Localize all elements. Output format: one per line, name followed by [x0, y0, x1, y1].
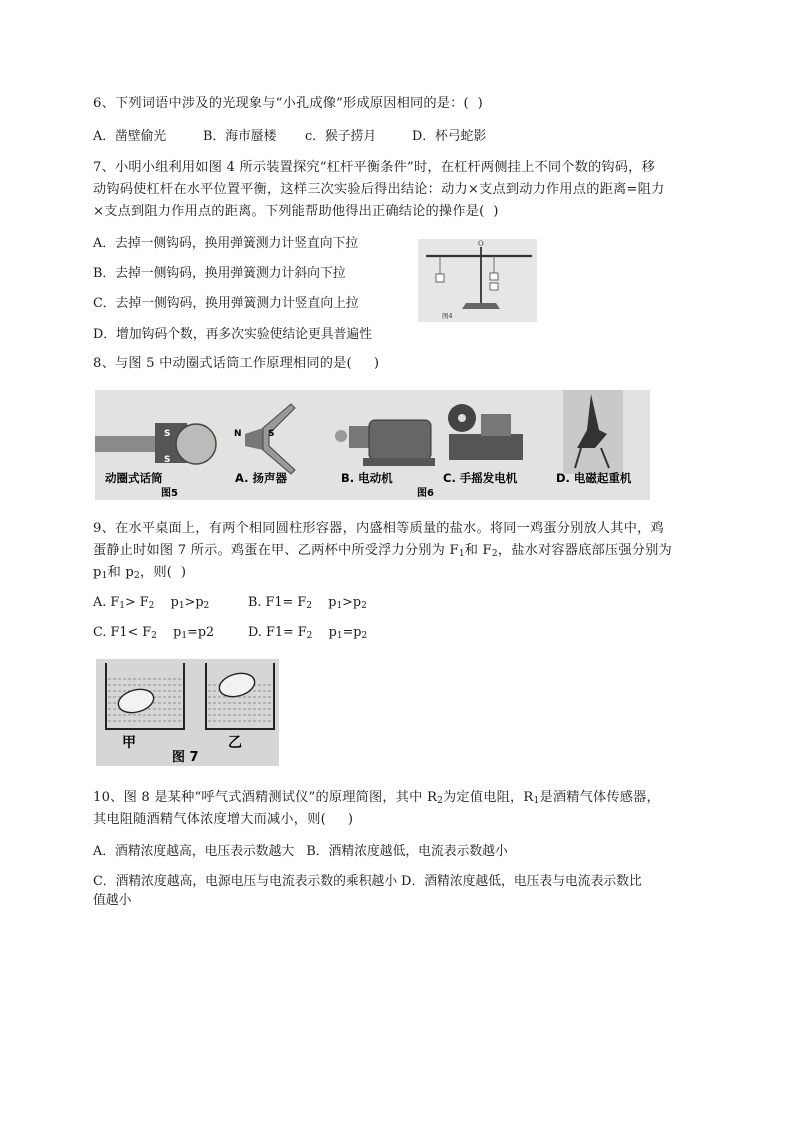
q6-option-b: B．海市蜃楼 — [203, 129, 277, 144]
q7-option-a: A．去掉一侧钩码，换用弹簧测力计竖直向下拉 — [93, 236, 359, 251]
label-hand-generator: C. 手摇发电机 — [443, 471, 518, 485]
figure-6-caption: 图6 — [417, 488, 434, 499]
figure-4-lever — [418, 239, 537, 322]
label-electromagnet-crane: D. 电磁起重机 — [556, 471, 632, 485]
figure-5-caption: 图5 — [161, 488, 178, 499]
q9-stem-line-1: 9、在水平桌面上，有两个相同圆柱形容器，内盛相等质量的盐水。将同一鸡蛋分别放人其中，鸡 — [93, 521, 664, 536]
q7-stem-line-1: 7、小明小组利用如图 4 所示装置探究“杠杆平衡条件”时，在杠杆两侧挂上不同个数的钩码，移 — [93, 160, 655, 175]
q9-stem-line-3: $p_1$和 $p_2$，则( ) — [93, 565, 187, 581]
q10-options-d-continued: 值越小 — [93, 893, 132, 908]
q6-option-a: A．凿壁偷光 — [93, 129, 167, 144]
q9-option-d: D. $F1= F_2$ $p_1=p_2$ — [248, 625, 368, 641]
figure-7-caption: 图 7 — [172, 750, 199, 765]
figure-5-6-strip — [95, 390, 650, 500]
speaker-magnet-s: S — [268, 429, 275, 439]
q6-stem: 6、下列词语中涉及的光现象与“小孔成像”形成原因相同的是：( ) — [93, 96, 484, 111]
q7-option-d: D．增加钩码个数，再多次实验使结论更具普遍性 — [93, 327, 372, 342]
q10-stem-line-1: 10、图 8 是某种“呼气式酒精测试仪”的原理简图，其中 $R_2$为定值电阻，$R_1$是酒精气体传感器， — [93, 790, 660, 806]
q9-option-b: B. $F1= F_2$ $p_1>p_2$ — [248, 595, 367, 611]
label-dynamic-mic: 动圈式话筒 — [105, 471, 163, 485]
q7-stem-line-3: ×支点到阻力作用点的距离。下列能帮助他得出正确结论的操作是( ) — [93, 204, 499, 219]
q10-options-c-d: C．酒精浓度越高，电源电压与电流表示数的乘积越小 D．酒精浓度越低，电压表与电流表示数比 — [93, 874, 642, 889]
beaker-label-yi: 乙 — [228, 735, 242, 751]
lever-pivot-label: O — [478, 240, 484, 248]
speaker-magnet-n: N — [234, 429, 242, 439]
label-speaker: A. 扬声器 — [235, 471, 287, 485]
q9-option-a: A. $F_1> F_2$ $p_1>p_2$ — [93, 595, 210, 611]
q8-stem: 8、与图 5 中动圈式话筒工作原理相同的是( ) — [93, 356, 380, 371]
q6-option-c: c．猴子捞月 — [305, 129, 377, 144]
q10-options-a-b: A．酒精浓度越高，电压表示数越大 B．酒精浓度越低，电流表示数越小 — [93, 844, 508, 859]
label-motor: B. 电动机 — [341, 471, 393, 485]
q7-stem-line-2: 动钩码使杠杆在水平位置平衡，这样三次实验后得出结论：动力×支点到动力作用点的距离=阻力 — [93, 182, 665, 197]
figure-7-beakers — [96, 659, 279, 766]
mic-magnet-s-bottom: S — [164, 455, 171, 465]
beaker-label-jia: 甲 — [122, 735, 136, 751]
q9-option-c: C. $F1< F_2$ $p_1=p2$ — [93, 625, 215, 641]
q7-option-c: C．去掉一侧钩码，换用弹簧测力计竖直向上拉 — [93, 296, 359, 311]
q7-option-b: B．去掉一侧钩码，换用弹簧测力计斜向下拉 — [93, 266, 346, 281]
figure-4-caption: 图4 — [442, 312, 453, 320]
q10-stem-line-2: 其电阻随酒精气体浓度增大而减小，则( ) — [93, 812, 354, 827]
q9-stem-line-2: 蛋静止时如图 7 所示。鸡蛋在甲、乙两杯中所受浮力分别为 $F_1$和 $F_2$，盐水对容器底部压强分别为 — [93, 543, 672, 559]
mic-magnet-s-top: S — [164, 429, 171, 439]
q6-option-d: D．杯弓蛇影 — [412, 129, 487, 144]
